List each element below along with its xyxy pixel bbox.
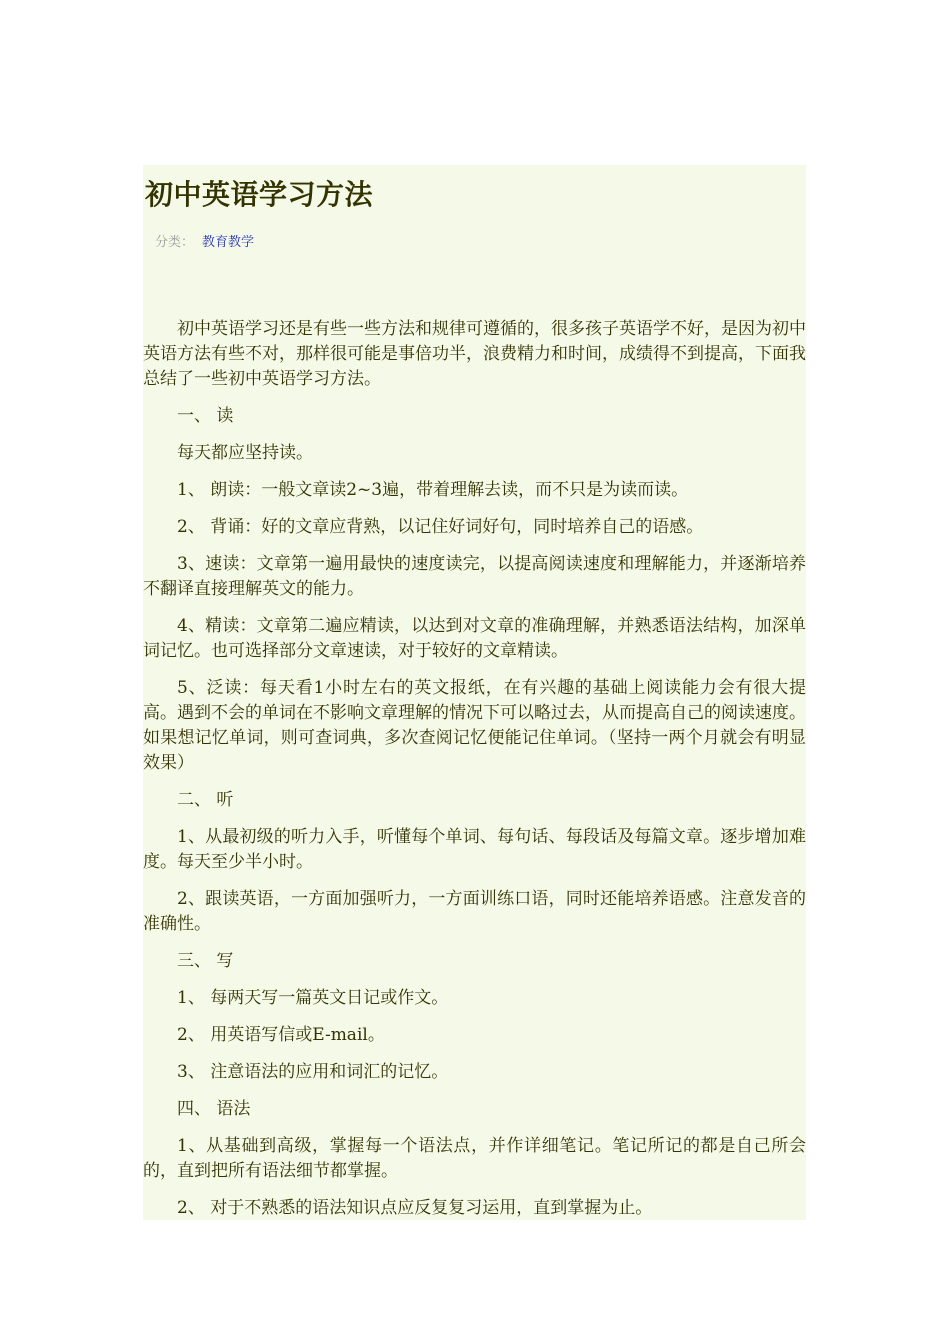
list-item: 3、速读：文章第一遍用最快的速度读完，以提高阅读速度和理解能力，并逐渐培养不翻译直接理解英文的能力。: [143, 554, 806, 599]
article-panel: [143, 165, 806, 1220]
category-line: [155, 231, 254, 250]
section-heading-write: 三、 写: [177, 951, 234, 971]
article-title: 初中英语学习方法: [145, 178, 374, 211]
article-body: [143, 317, 806, 1220]
paragraph: 每天都应坚持读。: [177, 443, 313, 463]
list-item: 1、从最初级的听力入手，听懂每个单词、每句话、每段话及每篇文章。逐步增加难度。每天至少半小时。: [143, 827, 806, 872]
section-heading-listen: 二、 听: [177, 790, 234, 810]
list-item: 2、 对于不熟悉的语法知识点应反复复习运用，直到掌握为止。: [177, 1198, 653, 1218]
category-label: 分类：: [155, 235, 195, 250]
section-heading-grammar: 四、 语法: [177, 1099, 251, 1119]
list-item: 4、精读：文章第二遍应精读，以达到对文章的准确理解，并熟悉语法结构，加深单词记忆。也可选择部分文章速读，对于较好的文章精读。: [143, 616, 806, 661]
list-item: 3、 注意语法的应用和词汇的记忆。: [177, 1062, 449, 1082]
list-item: 2、跟读英语，一方面加强听力，一方面训练口语，同时还能培养语感。注意发音的准确性。: [143, 889, 806, 934]
section-heading-read: 一、 读: [177, 406, 234, 426]
list-item: 2、 用英语写信或E-mail。: [177, 1025, 385, 1045]
list-item: 1、 朗读：一般文章读2~3遍，带着理解去读，而不只是为读而读。: [177, 480, 689, 500]
list-item: 5、泛读：每天看1小时左右的英文报纸，在有兴趣的基础上阅读能力会有很大提高。遇到不会的单词在不影响文章理解的情况下可以略过去，从而提高自己的阅读速度。如果想记忆单词，则可查词典，多次查阅记忆便能记住单词。（坚持一两个月就会有明显效果）: [143, 678, 806, 773]
list-item: 1、 每两天写一篇英文日记或作文。: [177, 988, 449, 1008]
category-link[interactable]: 教育教学: [202, 235, 255, 250]
paragraph: 初中英语学习还是有些一些方法和规律可遵循的，很多孩子英语学不好，是因为初中英语方法有些不对，那样很可能是事倍功半，浪费精力和时间，成绩得不到提高，下面我总结了一些初中英语学习方法。: [143, 319, 806, 389]
list-item: 1、从基础到高级，掌握每一个语法点，并作详细笔记。笔记所记的都是自己所会的，直到把所有语法细节都掌握。: [143, 1136, 806, 1181]
list-item: 2、 背诵：好的文章应背熟，以记住好词好句，同时培养自己的语感。: [177, 517, 704, 537]
